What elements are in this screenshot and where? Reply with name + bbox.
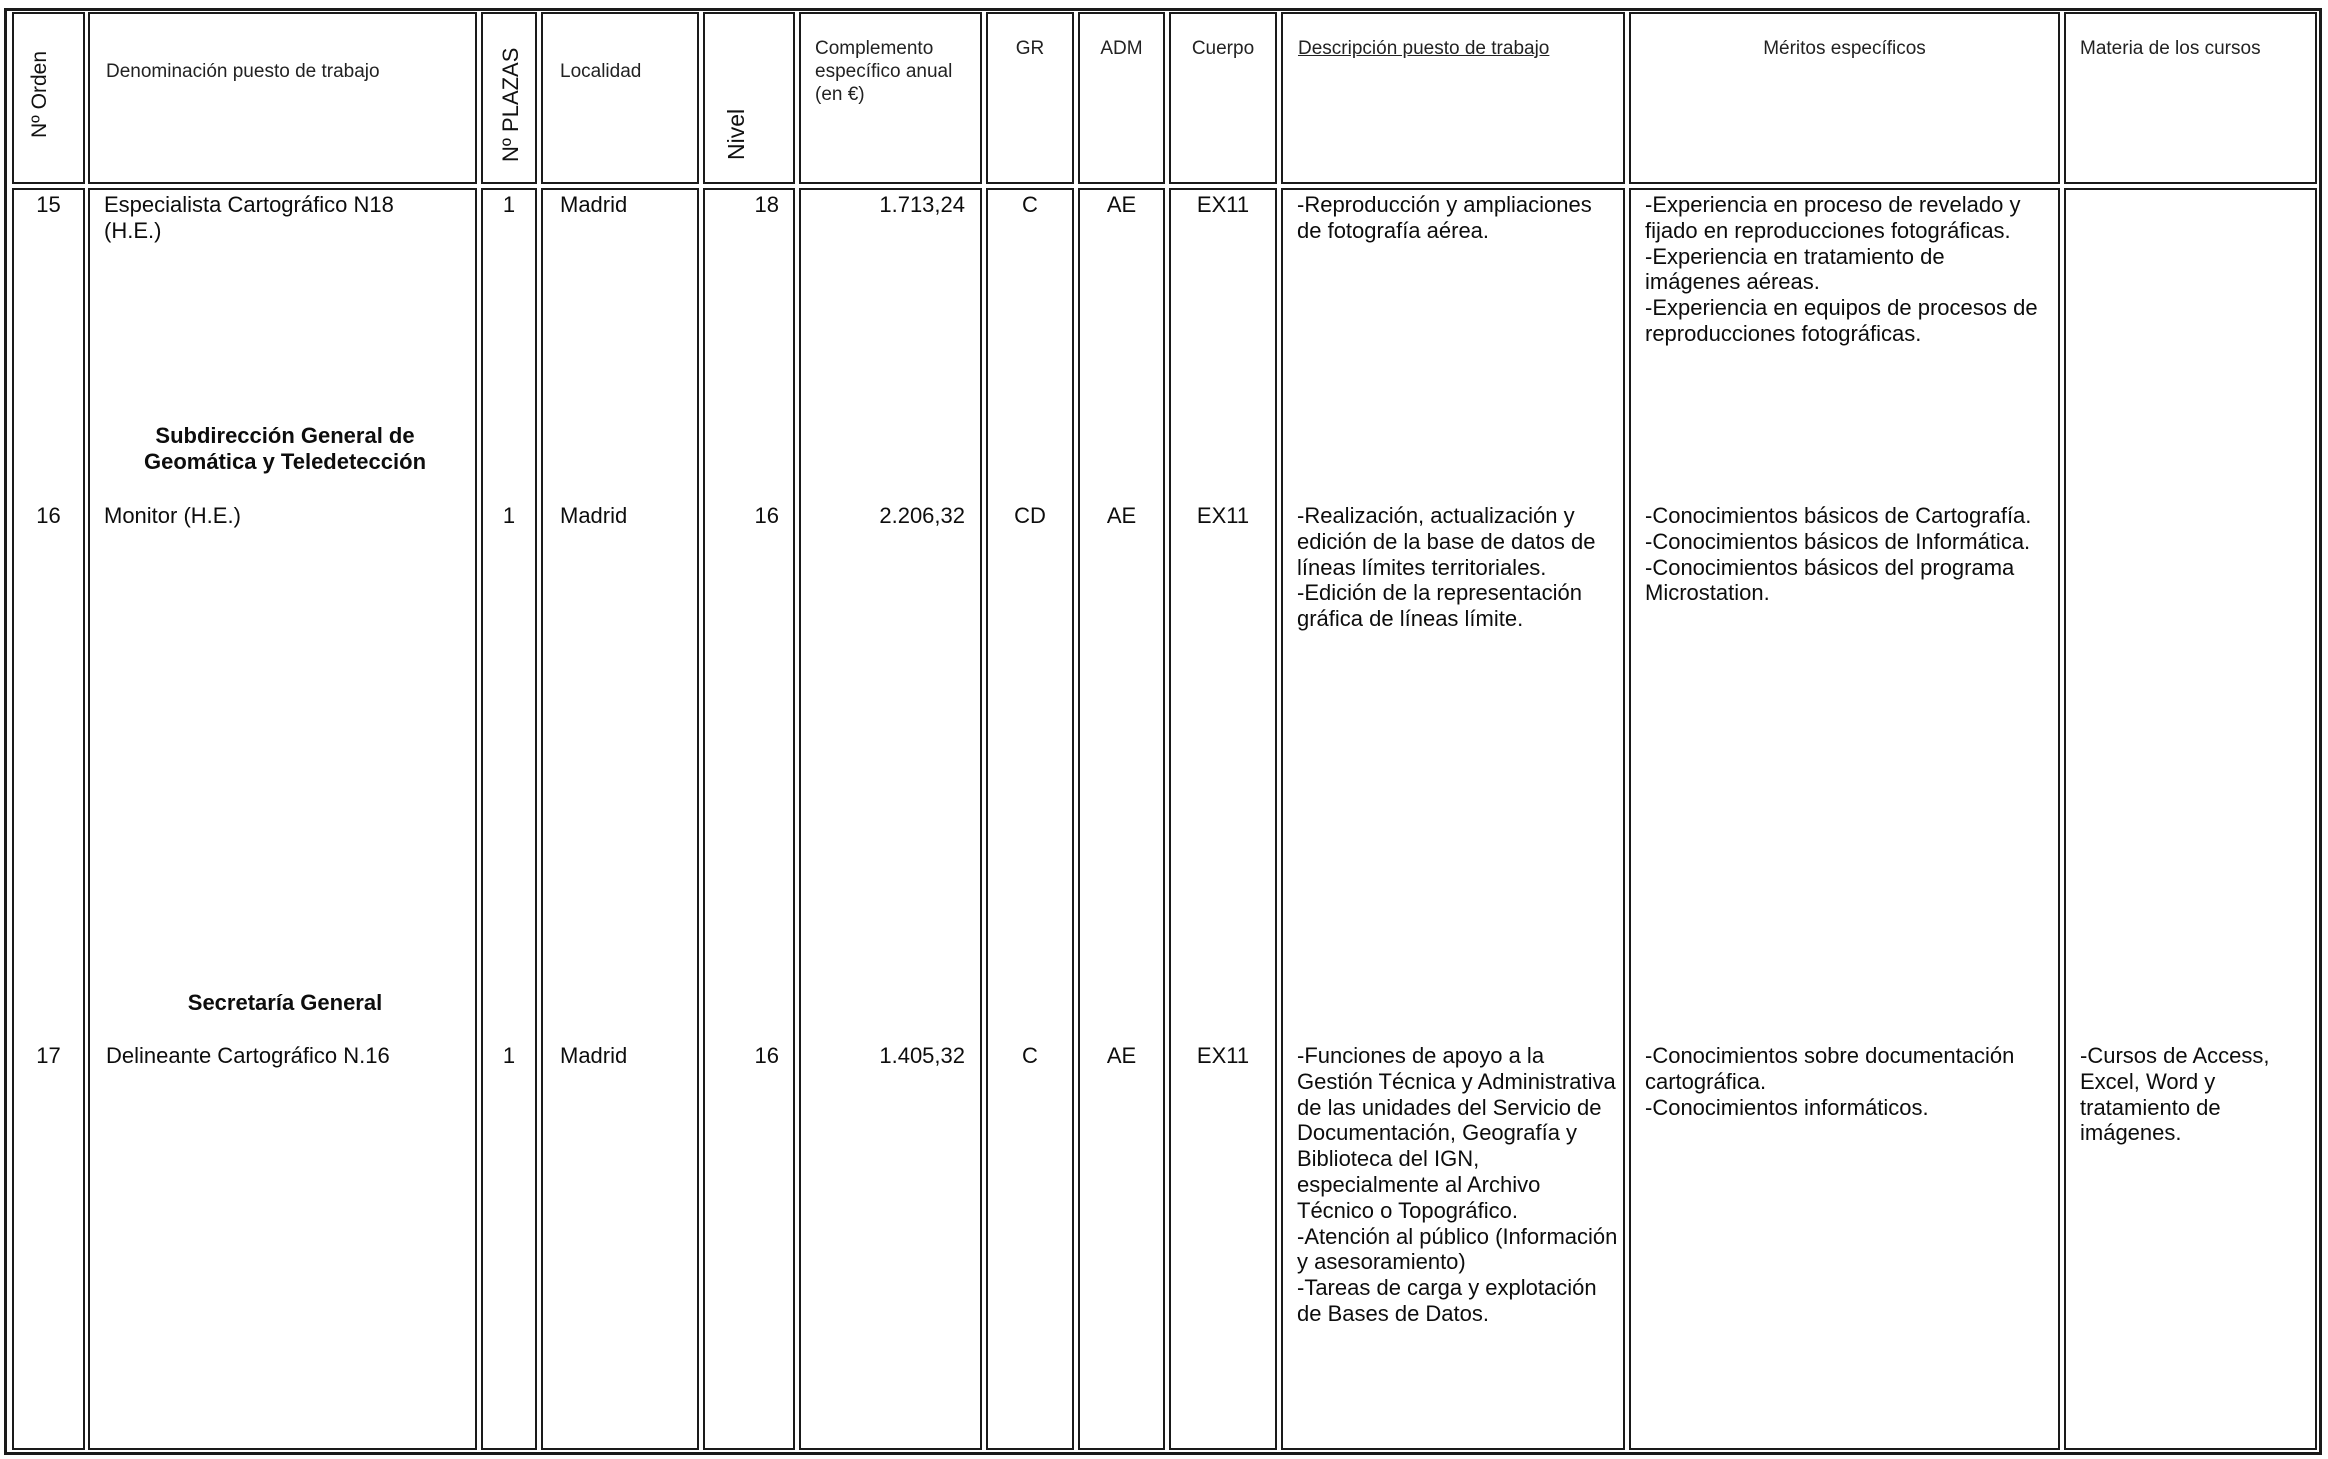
body-col-meritos: [1629, 188, 2060, 1450]
body-col-plazas: [481, 188, 537, 1450]
cell-descripcion: -Realización, actualización y edición de la base de datos de líneas límites territoriales. -Edición de la representación gráfica de líneas límite.: [1297, 503, 1596, 632]
cell-orden: 15: [36, 192, 61, 217]
cell-localidad: Madrid: [560, 1043, 628, 1068]
header-cell-localidad: [541, 12, 699, 184]
cell-gr: C: [1022, 192, 1038, 217]
cell-gr: C: [1022, 1043, 1038, 1068]
section-secretaria: Secretaría General: [187, 990, 383, 1015]
cell-adm: AE: [1106, 1043, 1137, 1068]
header-nivel: Nivel: [723, 108, 749, 160]
body-col-localidad: [541, 188, 699, 1450]
cell-meritos: -Experiencia en proceso de revelado y fijado en reproducciones fotográficas. -Experiencia en tratamiento de imágenes aéreas. -Experiencia en equipos de procesos de reproducciones fotográficas.: [1645, 192, 2038, 346]
body-col-denominacion: [88, 188, 477, 1450]
cell-plazas: 1: [502, 503, 516, 528]
body-col-gr: [986, 188, 1074, 1450]
cell-plazas: 1: [502, 1043, 516, 1068]
body-col-materia: [2064, 188, 2317, 1450]
cell-complemento: 1.405,32: [879, 1043, 965, 1068]
cell-localidad: Madrid: [560, 192, 628, 217]
header-denominacion: Denominación puesto de trabajo: [106, 61, 380, 82]
header-materia: Materia de los cursos: [2080, 38, 2261, 59]
cell-complemento: 2.206,32: [879, 503, 965, 528]
cell-complemento: 1.713,24: [879, 192, 965, 217]
cell-materia: -Cursos de Access, Excel, Word y tratamiento de imágenes.: [2080, 1043, 2270, 1146]
cell-denominacion: Delineante Cartográfico N.16: [106, 1043, 390, 1068]
table-outer-left: [4, 8, 7, 1455]
body-col-nivel: [703, 188, 795, 1450]
header-cell-denominacion: [88, 12, 477, 184]
cell-adm: AE: [1106, 503, 1137, 528]
cell-cuerpo: EX11: [1196, 192, 1250, 217]
cell-meritos: -Conocimientos básicos de Cartografía. -Conocimientos básicos de Informática. -Conocimientos básicos del programa Microstation.: [1645, 503, 2032, 606]
cell-orden: 17: [36, 1043, 61, 1068]
cell-denominacion: Especialista Cartográfico N18 (H.E.): [104, 192, 394, 243]
header-plazas: Nº PLAZAS: [498, 47, 523, 162]
cell-adm: AE: [1106, 192, 1137, 217]
header-cuerpo: Cuerpo: [1191, 38, 1255, 59]
header-complemento: Complemento específico anual (en €): [815, 38, 953, 105]
cell-gr: CD: [1014, 503, 1046, 528]
header-meritos: Méritos específicos: [1763, 38, 1926, 59]
header-orden: Nº Orden: [28, 50, 51, 138]
cell-denominacion: Monitor (H.E.): [104, 503, 241, 528]
table-outer-top: [4, 8, 2322, 11]
header-localidad: Localidad: [560, 61, 642, 82]
cell-nivel: 16: [754, 1043, 779, 1068]
cell-plazas: 1: [502, 192, 516, 217]
header-adm: ADM: [1100, 38, 1143, 59]
cell-localidad: Madrid: [560, 503, 628, 528]
section-subdireccion: Subdirección General de Geomática y Teledetección: [143, 423, 427, 474]
cell-descripcion: -Reproducción y ampliaciones de fotografía aérea.: [1297, 192, 1592, 243]
cell-cuerpo: EX11: [1196, 503, 1250, 528]
body-col-adm: [1078, 188, 1165, 1450]
header-descripcion: Descripción puesto de trabajo: [1298, 38, 1550, 59]
cell-nivel: 16: [754, 503, 779, 528]
body-col-complemento: [799, 188, 982, 1450]
cell-orden: 16: [36, 503, 61, 528]
body-col-orden: [12, 188, 85, 1450]
cell-cuerpo: EX11: [1196, 1043, 1250, 1068]
cell-meritos: -Conocimientos sobre documentación cartográfica. -Conocimientos informáticos.: [1645, 1043, 2015, 1120]
header-gr: GR: [1015, 38, 1045, 59]
cell-descripcion: -Funciones de apoyo a la Gestión Técnica y Administrativa de las unidades del Servicio de Documentación, Geografía y Biblioteca del IGN, especialmente al Archivo Técnico o Topográfico. -Atención al público (Información y asesoramiento) -Tareas de carga y explotación de Bases de Datos.: [1297, 1043, 1618, 1326]
cell-nivel: 18: [754, 192, 779, 217]
table-outer-bottom: [4, 1452, 2322, 1455]
body-col-cuerpo: [1169, 188, 1277, 1450]
table-outer-right: [2319, 8, 2322, 1455]
